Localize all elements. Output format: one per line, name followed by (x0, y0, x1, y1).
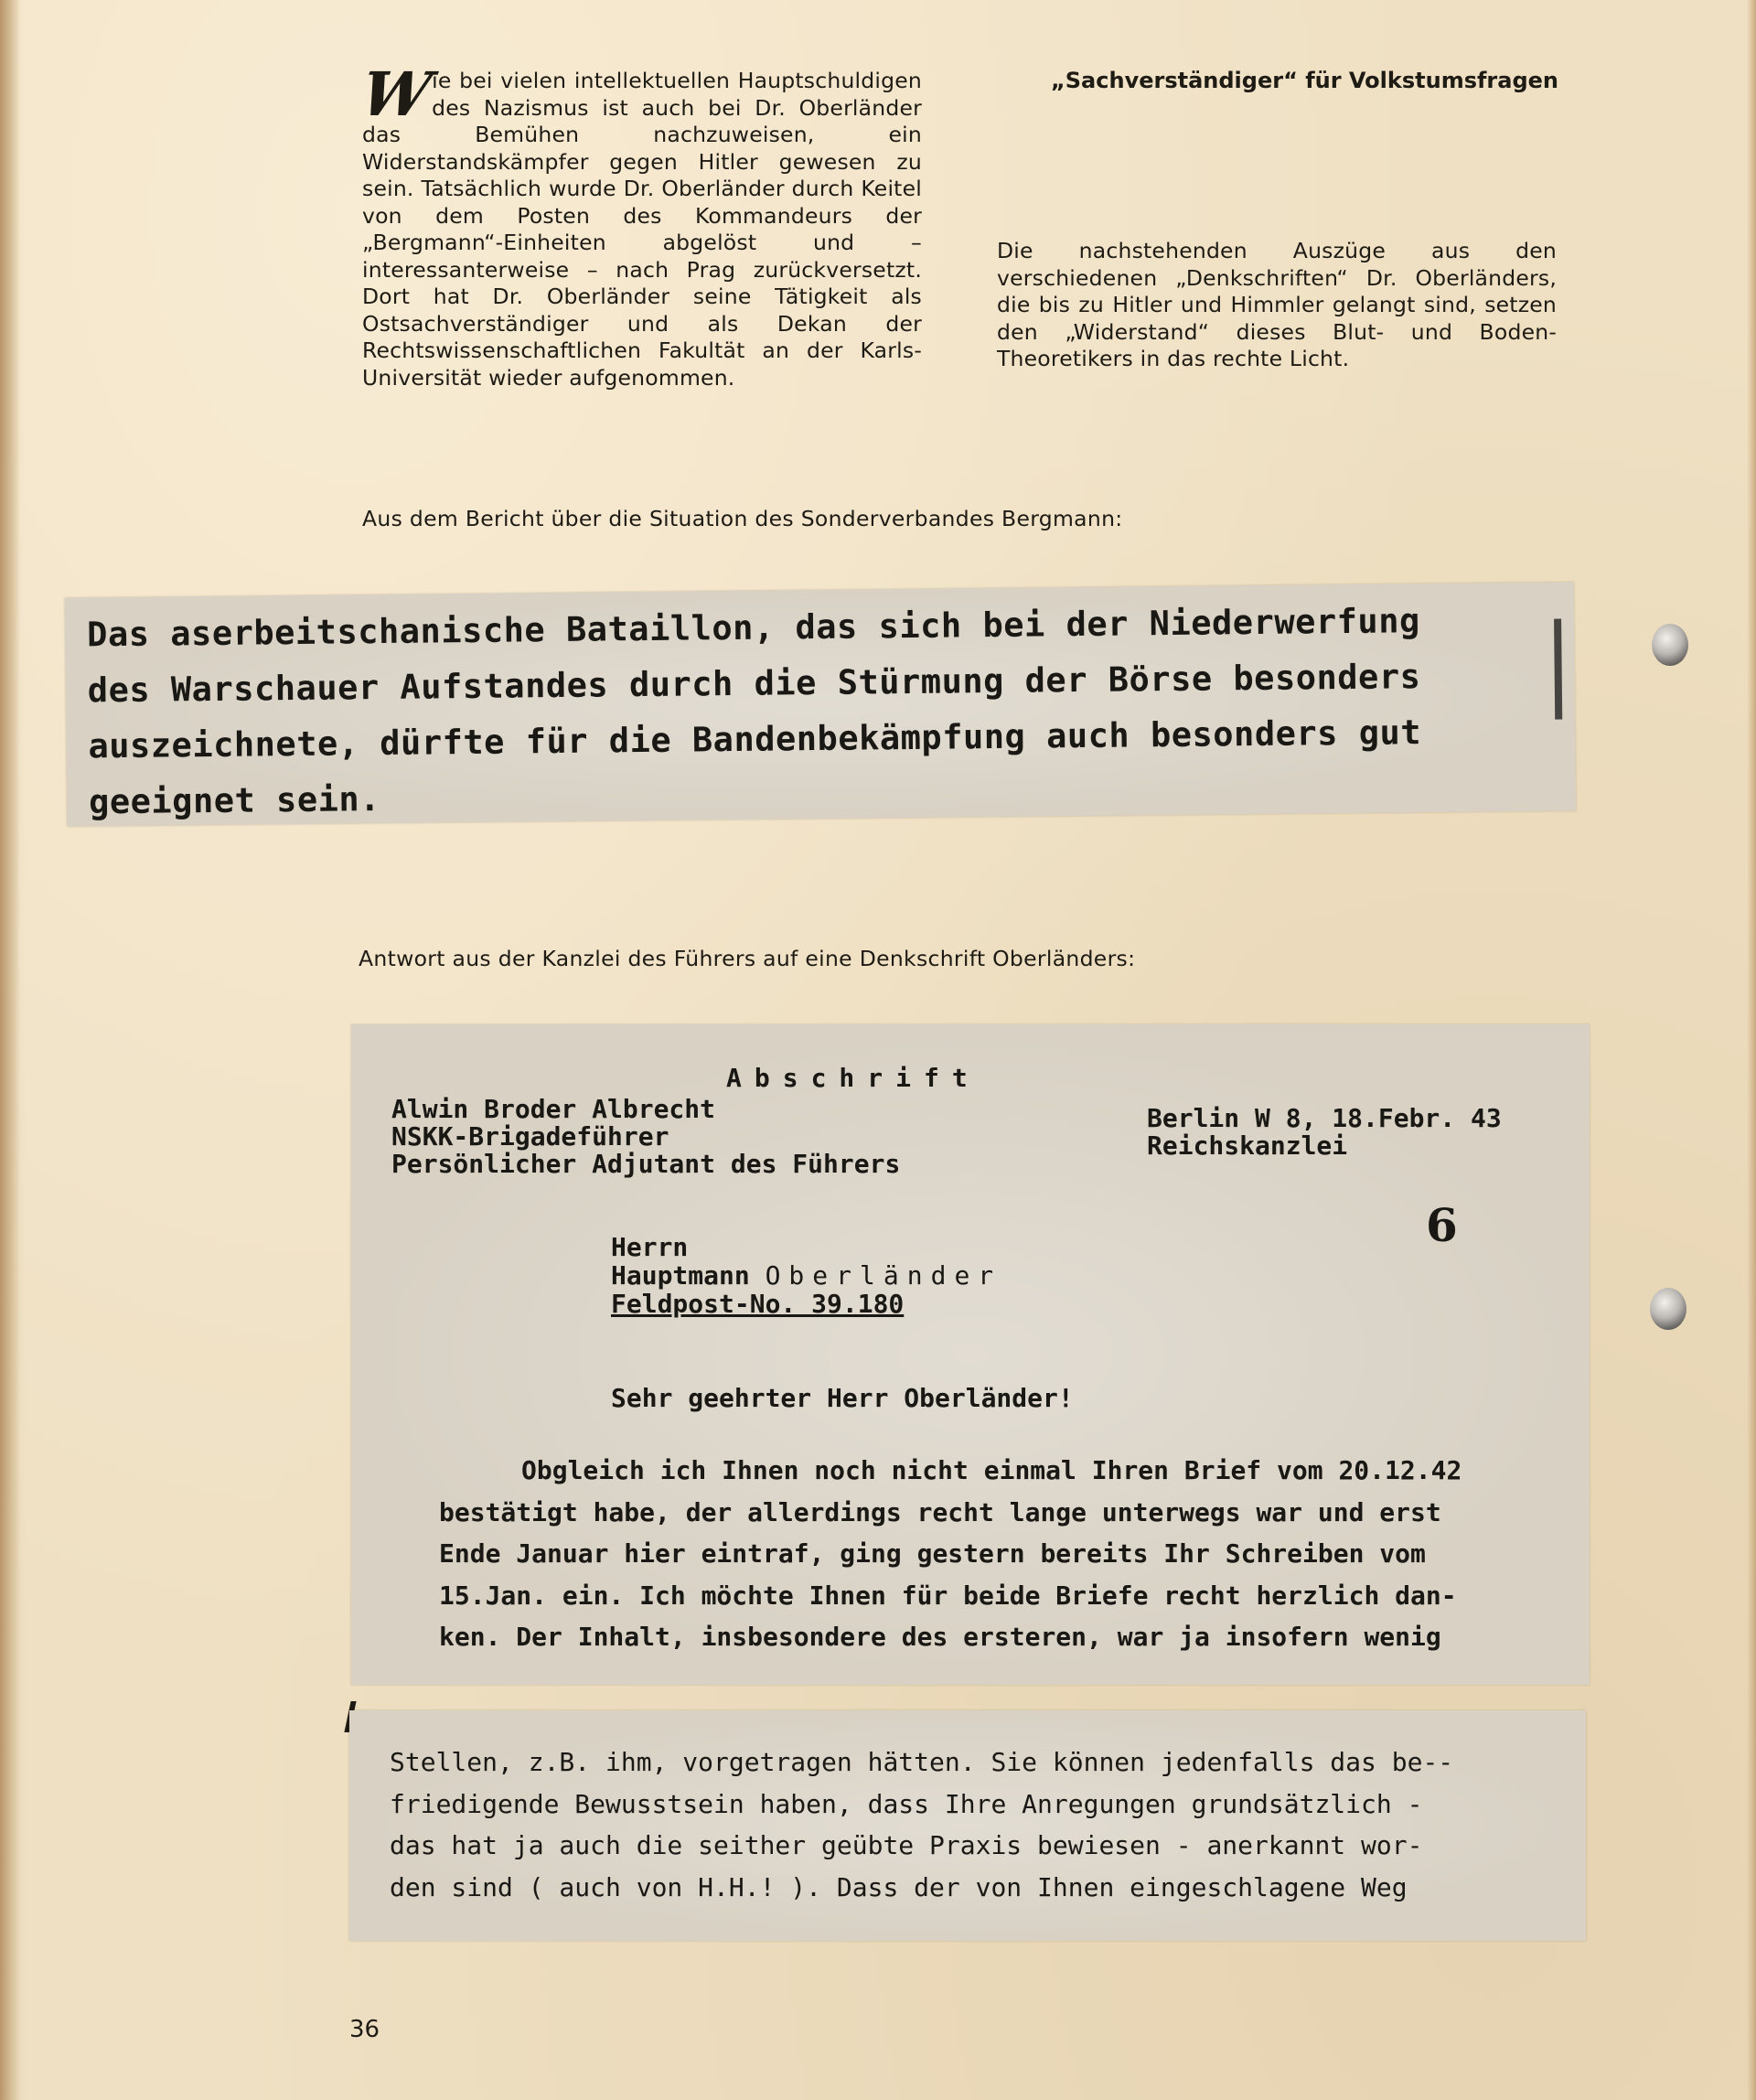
page-number: 36 (349, 2016, 380, 2043)
report-excerpt-strip (65, 582, 1577, 826)
recipient-name: Oberländer (765, 1260, 1002, 1291)
letter-body (439, 1450, 1555, 1658)
excerpt-line: des Warschauer Aufstandes durch die Stürmung der Börse besonders (87, 657, 1421, 711)
excerpt-line: geeignet sein. (88, 779, 381, 822)
caption-answer: Antwort aus der Kanzlei des Führers auf eine Denkschrift Oberländers: (359, 946, 1136, 971)
caption-report: Aus dem Bericht über die Situation des Sonderverbandes Bergmann: (362, 506, 1123, 531)
continuation-body (390, 1741, 1569, 1908)
letter-facsimile (351, 1024, 1590, 1685)
margin-mark (1554, 619, 1562, 720)
recipient-rank-name (611, 1261, 1001, 1290)
letter-greeting: Sehr geehrter Herr Oberländer! (611, 1383, 1074, 1413)
page-edge-shadow-left (0, 0, 20, 2100)
continuation-line: friedigende Bewusstsein haben, dass Ihre Anregungen grundsätzlich - (390, 1788, 1423, 1819)
continuation-line: Stellen, z.B. ihm, vorgetragen hätten. Sie können jedenfalls das be-- (390, 1747, 1454, 1777)
office-line: Reichskanzlei (1147, 1130, 1348, 1161)
recipient-fieldpost: Feldpost-No. 39.180 (611, 1289, 905, 1319)
letter-recipient (611, 1233, 1001, 1318)
place-date-line: Berlin W 8, 18.Febr. 43 (1147, 1103, 1502, 1133)
section-heading: „Sachverständiger“ für Volkstumsfragen (1051, 68, 1558, 93)
page-edge-shadow-right (1747, 0, 1756, 2100)
intro-paragraph (356, 59, 922, 391)
handwritten-page-ref: 6 (1426, 1198, 1458, 1252)
letter-sender (391, 1096, 900, 1178)
letter-place-date (1147, 1105, 1502, 1160)
report-excerpt-text (87, 591, 1570, 830)
recipient-rank: Hauptmann (611, 1260, 750, 1291)
letter-body-line: Obgleich ich Ihnen noch nicht einmal Ihren Brief vom 20.12.42 (521, 1455, 1462, 1485)
right-column-paragraph: Die nachstehenden Auszüge aus den verschiedenen „Denkschriften“ Dr. Oberländers, die bis zu Hitler und Himmler gelangt sind, setzen den „Widerstand“ dieses Blut- und Boden-Theoretikers in das rechte Licht. (997, 238, 1557, 371)
sender-rank: NSKK-Brigadeführer (391, 1121, 669, 1152)
binder-hole-icon (1650, 1288, 1686, 1330)
excerpt-line: auszeichnete, dürfte für die Bandenbekämpfung auch besonders gut (88, 712, 1422, 766)
drop-cap: W (356, 59, 432, 130)
recipient-salutation: Herrn (611, 1232, 689, 1262)
letter-title: Abschrift (726, 1063, 980, 1093)
excerpt-line: Das aserbeitschanische Bataillon, das sich bei der Niederwerfung (86, 601, 1420, 655)
letter-continuation-facsimile (349, 1710, 1586, 1941)
letter-body-line: bestätigt habe, der allerdings recht lange unterwegs war und erst (439, 1496, 1441, 1527)
binder-hole-icon (1652, 624, 1688, 666)
intro-text: ie bei vielen intellektuellen Hauptschuldigen des Nazismus ist auch bei Dr. Oberländer das Bemühen nachzuweisen, ein Widerstandskämpfer gegen Hitler gewesen zu sein. Tatsächlich wurde Dr. Oberländer durch Keitel von dem Posten des Kommandeurs der „Bergmann“-Einheiten abgelöst und – interessanterweise – nach Prag zurückversetzt. Dort hat Dr. Oberländer seine Tätigkeit als Ostsachverständiger und als Dekan der Rechtswissenschaftlichen Fakultät an der Karls-Universität wieder aufgenommen. (362, 68, 922, 391)
continuation-line: das hat ja auch die seither geübte Praxis bewiesen - anerkannt wor- (390, 1830, 1423, 1860)
letter-body-line: Ende Januar hier eintraf, ging gestern bereits Ihr Schreiben vom (439, 1538, 1426, 1569)
sender-name: Alwin Broder Albrecht (391, 1094, 716, 1124)
continuation-line: den sind ( auch von H.H.! ). Dass der von Ihnen eingeschlagene Weg (390, 1871, 1408, 1902)
letter-body-line: ken. Der Inhalt, insbesondere des ersteren, war ja insofern wenig (439, 1622, 1441, 1652)
sender-role: Persönlicher Adjutant des Führers (391, 1149, 901, 1179)
letter-body-line: 15.Jan. ein. Ich möchte Ihnen für beide Briefe recht herzlich dan- (439, 1580, 1457, 1611)
